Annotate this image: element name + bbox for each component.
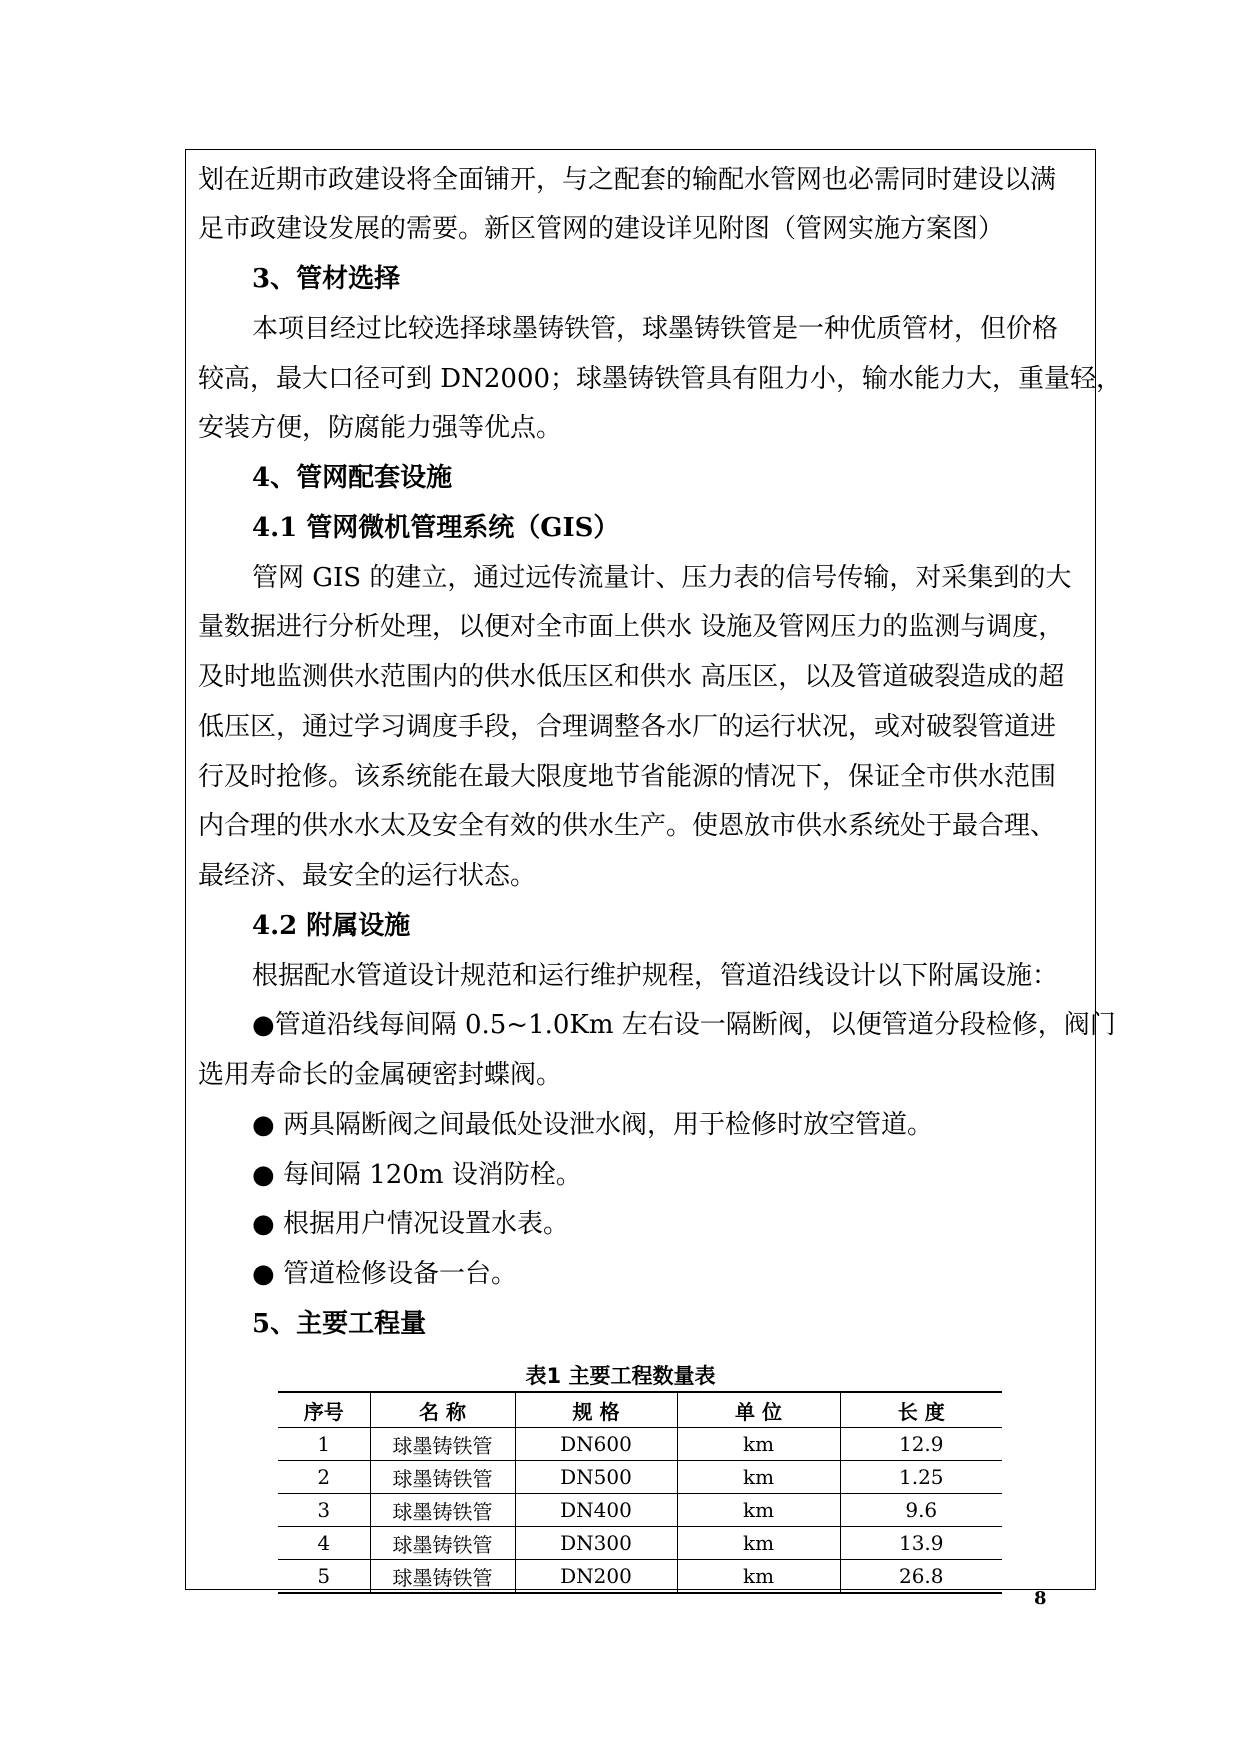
body-text-line: 低压区，通过学习调度手段，合理调整各水厂的运行状况，或对破裂管道进 xyxy=(198,712,1057,742)
section-heading: 3、管材选择 xyxy=(252,264,401,294)
cell-spec: DN200 xyxy=(515,1560,677,1594)
subsection-heading: 4.1 管网微机管理系统（GIS） xyxy=(252,513,620,543)
header-length: 长 度 xyxy=(840,1392,1002,1428)
table-row xyxy=(278,1461,1002,1494)
page-number: 8 xyxy=(1034,1588,1047,1609)
cell-length: 9.6 xyxy=(840,1494,1002,1527)
cell-spec: DN500 xyxy=(515,1461,677,1494)
body-text-line: 较高，最大口径可到 DN2000；球墨铸铁管具有阻力小，输水能力大，重量轻， xyxy=(198,364,1123,394)
body-text-line: 最经济、最安全的运行状态。 xyxy=(198,861,537,891)
body-text-line: 安装方便，防腐能力强等优点。 xyxy=(198,413,563,443)
cell-index: 1 xyxy=(278,1428,370,1461)
body-text-line: 根据配水管道设计规范和运行维护规程，管道沿线设计以下附属设施： xyxy=(252,961,1059,991)
cell-unit: km xyxy=(677,1560,840,1594)
cell-unit: km xyxy=(677,1461,840,1494)
header-unit: 单 位 xyxy=(677,1392,840,1428)
table-row xyxy=(278,1428,1002,1461)
cell-spec: DN400 xyxy=(515,1494,677,1527)
table-row xyxy=(278,1494,1002,1527)
section-heading: 5、主要工程量 xyxy=(252,1309,427,1339)
body-text-line: 本项目经过比较选择球墨铸铁管，球墨铸铁管是一种优质管材，但价格 xyxy=(252,314,1059,344)
header-name: 名 称 xyxy=(370,1392,515,1428)
body-text-line: 行及时抢修。该系统能在最大限度地节省能源的情况下，保证全市供水范围 xyxy=(198,762,1057,792)
cell-length: 1.25 xyxy=(840,1461,1002,1494)
cell-length: 12.9 xyxy=(840,1428,1002,1461)
bullet-item: ● 根据用户情况设置水表。 xyxy=(252,1209,569,1239)
cell-name: 球墨铸铁管 xyxy=(370,1428,515,1461)
table-row xyxy=(278,1560,1002,1594)
table-header-row xyxy=(278,1392,1002,1428)
subsection-heading: 4.2 附属设施 xyxy=(252,911,411,941)
cell-name: 球墨铸铁管 xyxy=(370,1560,515,1594)
cell-name: 球墨铸铁管 xyxy=(370,1494,515,1527)
cell-unit: km xyxy=(677,1494,840,1527)
quantity-table xyxy=(278,1391,1002,1594)
cell-index: 3 xyxy=(278,1494,370,1527)
cell-unit: km xyxy=(677,1428,840,1461)
body-text-line: 管网 GIS 的建立，通过远传流量计、压力表的信号传输，对采集到的大 xyxy=(252,563,1072,593)
body-text-line: 选用寿命长的金属硬密封蝶阀。 xyxy=(198,1060,563,1090)
header-index: 序号 xyxy=(278,1392,370,1428)
bullet-item: ● 管道检修设备一台。 xyxy=(252,1259,517,1289)
bullet-item: ● 两具隔断阀之间最低处设泄水阀，用于检修时放空管道。 xyxy=(252,1110,933,1140)
body-text-line: 及时地监测供水范围内的供水低压区和供水 高压区，以及管道破裂造成的超 xyxy=(198,662,1065,692)
body-text-line: 内合理的供水水太及安全有效的供水生产。使恩放市供水系统处于最合理、 xyxy=(198,811,1057,841)
cell-name: 球墨铸铁管 xyxy=(370,1527,515,1560)
cell-spec: DN300 xyxy=(515,1527,677,1560)
cell-name: 球墨铸铁管 xyxy=(370,1461,515,1494)
section-heading: 4、管网配套设施 xyxy=(252,463,453,493)
header-spec: 规 格 xyxy=(515,1392,677,1428)
cell-index: 5 xyxy=(278,1560,370,1594)
body-text-line: 量数据进行分析处理，以便对全市面上供水 设施及管网压力的监测与调度， xyxy=(198,612,1065,642)
cell-length: 26.8 xyxy=(840,1560,1002,1594)
cell-length: 13.9 xyxy=(840,1527,1002,1560)
cell-index: 2 xyxy=(278,1461,370,1494)
cell-unit: km xyxy=(677,1527,840,1560)
body-text-line: 足市政建设发展的需要。新区管网的建设详见附图（管网实施方案图） xyxy=(198,214,1005,244)
cell-index: 4 xyxy=(278,1527,370,1560)
cell-spec: DN600 xyxy=(515,1428,677,1461)
body-text-line: 划在近期市政建设将全面铺开，与之配套的输配水管网也必需同时建设以满 xyxy=(198,165,1057,195)
bullet-item: ●管道沿线每间隔 0.5~1.0Km 左右设一隔断阀，以便管道分段检修，阀门 xyxy=(252,1010,1116,1040)
bullet-item: ● 每间隔 120m 设消防栓。 xyxy=(252,1160,582,1190)
table-row xyxy=(278,1527,1002,1560)
table-caption: 表1 主要工程数量表 xyxy=(525,1364,716,1388)
